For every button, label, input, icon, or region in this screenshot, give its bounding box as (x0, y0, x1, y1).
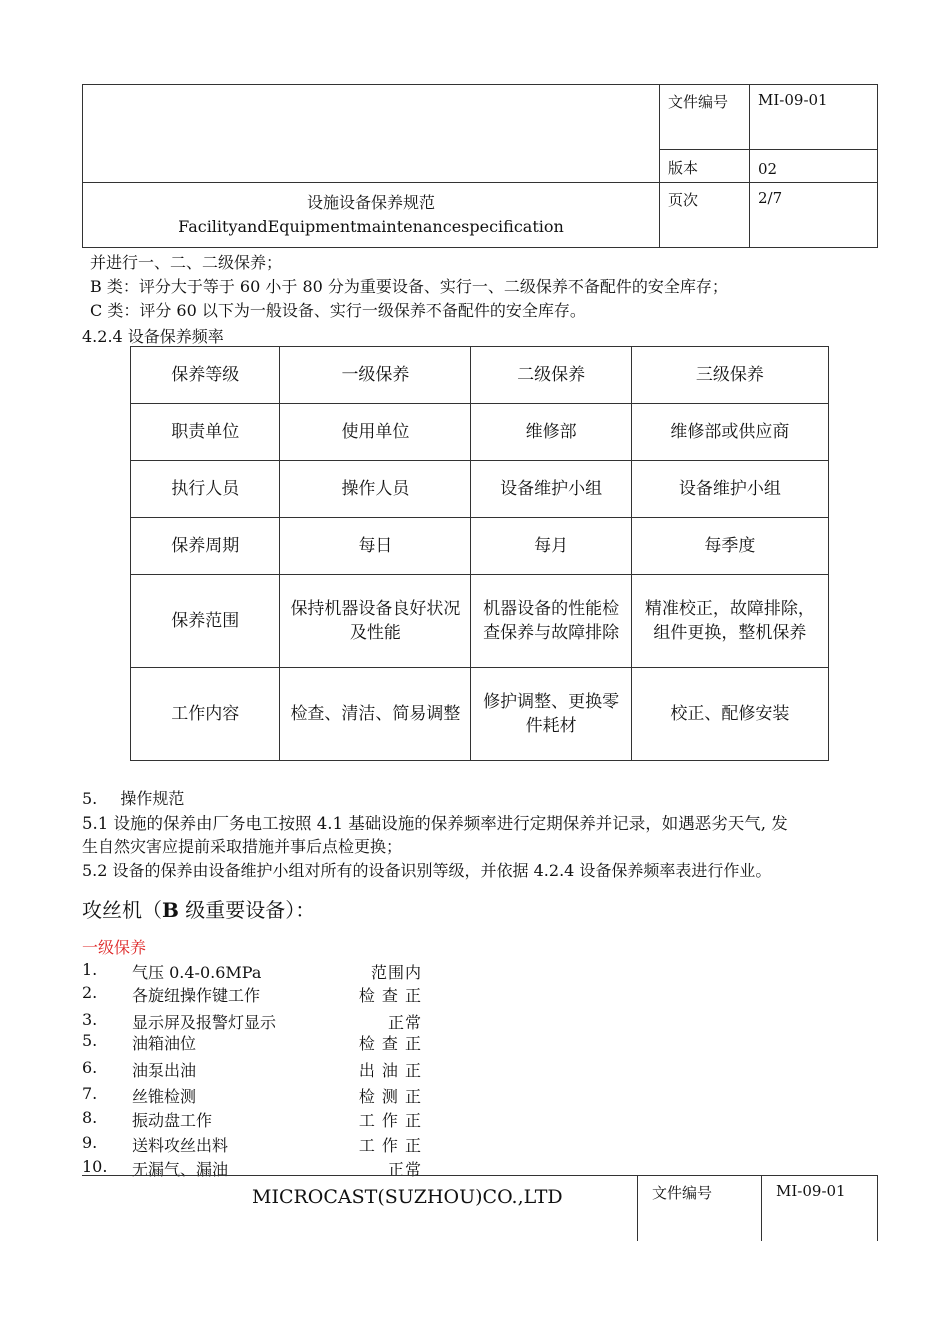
freq-cell: 使用单位 (280, 404, 471, 461)
freq-row-header: 保养周期 (131, 518, 280, 575)
footer-doc-no-value: MI-09-01 (776, 1182, 846, 1200)
section-5-2: 5.2 设备的保养由设备维护小组对所有的设备识别等级，并依据 4.2.4 设备保养频率表进行作业。 (82, 861, 772, 880)
checklist-item (82, 1133, 422, 1155)
checklist-item-text: 油泵出油 (132, 1061, 197, 1080)
checklist-item (82, 1058, 422, 1080)
freq-cell: 检查、清洁、简易调整 (280, 668, 471, 761)
checklist-item-status: 正常 (387, 1013, 422, 1032)
freq-cell: 每日 (280, 518, 471, 575)
machine-heading-pre: 攻丝机（ (82, 898, 162, 922)
freq-cell: 修护调整、更换零件耗材 (471, 668, 631, 761)
checklist-item (82, 960, 422, 982)
body-line-3: C 类：评分 60 以下为一般设备、实行一级保养不备配件的安全库存。 (90, 301, 586, 320)
version-value: 02 (750, 150, 878, 183)
checklist-item-text: 无漏气、漏油 (132, 1160, 229, 1179)
freq-cell: 维修部 (471, 404, 631, 461)
checklist-item-number: 7. (82, 1084, 98, 1103)
checklist-item-number: 2. (82, 983, 98, 1002)
freq-cell: 精准校正，故障排除，组件更换，整机保养 (631, 575, 828, 668)
checklist-item-text: 送料攻丝出料 (132, 1136, 229, 1155)
checklist-item (82, 1108, 422, 1130)
checklist-item-status: 检 查 正 (358, 986, 422, 1005)
section-5-1-line-1: 5.1 设施的保养由厂务电工按照 4.1 基础设施的保养频率进行定期保养并记录，如遇恶劣天气, 发 (82, 814, 788, 833)
checklist-item (82, 1010, 422, 1032)
checklist-item-text: 振动盘工作 (132, 1111, 213, 1130)
freq-cell: 操作人员 (280, 461, 471, 518)
freq-cell: 每月 (471, 518, 631, 575)
freq-cell: 校正、配修安装 (631, 668, 828, 761)
checklist-item-number: 1. (82, 960, 98, 979)
checklist-item-number: 10. (82, 1157, 108, 1176)
freq-cell: 一级保养 (280, 347, 471, 404)
document-title (83, 183, 660, 248)
freq-table-row (131, 518, 829, 575)
checklist-item-text: 气压 0.4-0.6MPa (132, 963, 262, 982)
header-blank-cell (83, 85, 660, 183)
section-5-title (82, 786, 184, 809)
maintenance-level-label: 一级保养 (82, 938, 147, 957)
checklist-item-status: 出 油 正 (358, 1061, 422, 1080)
section-5-label: 操作规范 (120, 789, 185, 808)
machine-heading (82, 894, 315, 923)
freq-row-header: 保养范围 (131, 575, 280, 668)
checklist-item-status: 工 作 正 (358, 1111, 422, 1130)
page-label: 页次 (660, 183, 750, 248)
footer-top-border (82, 1175, 878, 1176)
checklist-item (82, 1084, 422, 1106)
header-table (82, 84, 878, 248)
section-4-2-4-title: 4.2.4 设备保养频率 (82, 327, 224, 346)
freq-table-row (131, 404, 829, 461)
page-value: 2/7 (750, 183, 878, 248)
version-label: 版本 (660, 150, 750, 183)
checklist-item (82, 983, 422, 1005)
checklist-item-status: 检 查 正 (358, 1034, 422, 1053)
checklist-item (82, 1031, 422, 1053)
freq-row-header: 职责单位 (131, 404, 280, 461)
maintenance-frequency-table (130, 346, 829, 761)
freq-row-header: 保养等级 (131, 347, 280, 404)
checklist-item-number: 3. (82, 1010, 98, 1029)
checklist-item-number: 8. (82, 1108, 98, 1127)
title-en: FacilityandEquipmentmaintenancespecification (178, 217, 564, 236)
footer-divider (637, 1175, 638, 1241)
machine-heading-post: 级重要设备）： (178, 898, 316, 922)
freq-cell: 设备维护小组 (471, 461, 631, 518)
freq-cell: 每季度 (631, 518, 828, 575)
freq-cell: 设备维护小组 (631, 461, 828, 518)
freq-cell: 二级保养 (471, 347, 631, 404)
body-line-2: B 类：评分大于等于 60 小于 80 分为重要设备、实行一、二级保养不备配件的安全库存； (90, 277, 728, 296)
checklist-item-text: 丝锥检测 (132, 1087, 197, 1106)
freq-table-row (131, 575, 829, 668)
checklist-item-status: 工 作 正 (358, 1136, 422, 1155)
body-line-1: 并进行一、二、二级保养； (90, 253, 283, 272)
section-5-number: 5. (82, 789, 98, 808)
checklist-item-number: 6. (82, 1058, 98, 1077)
checklist-item-status: 正常 (387, 1160, 422, 1179)
footer-divider (761, 1175, 762, 1241)
footer-company: MICROCAST(SUZHOU)CO.,LTD (252, 1186, 563, 1208)
checklist-item-number: 5. (82, 1031, 98, 1050)
checklist-item-text: 各旋纽操作键工作 (132, 986, 261, 1005)
doc-no-value: MI-09-01 (750, 85, 878, 150)
freq-cell: 保持机器设备良好状况及性能 (280, 575, 471, 668)
freq-cell: 维修部或供应商 (631, 404, 828, 461)
checklist-item-number: 9. (82, 1133, 98, 1152)
checklist-item-text: 显示屏及报警灯显示 (132, 1013, 277, 1032)
footer-doc-no-label: 文件编号 (652, 1184, 713, 1202)
freq-row-header: 工作内容 (131, 668, 280, 761)
freq-cell: 机器设备的性能检查保养与故障排除 (471, 575, 631, 668)
checklist-item-text: 油箱油位 (132, 1034, 197, 1053)
checklist-item-status: 检 测 正 (358, 1087, 422, 1106)
checklist-item-status: 范围内 (370, 963, 422, 982)
footer-divider (877, 1175, 878, 1241)
title-cn: 设施设备保养规范 (306, 193, 435, 212)
section-5-1-line-2: 生自然灾害应提前采取措施并事后点检更换； (82, 837, 403, 856)
freq-row-header: 执行人员 (131, 461, 280, 518)
machine-heading-class: B (162, 898, 179, 922)
freq-table-row (131, 668, 829, 761)
freq-cell: 三级保养 (631, 347, 828, 404)
freq-table-row (131, 347, 829, 404)
doc-no-label: 文件编号 (660, 85, 750, 150)
freq-table-row (131, 461, 829, 518)
